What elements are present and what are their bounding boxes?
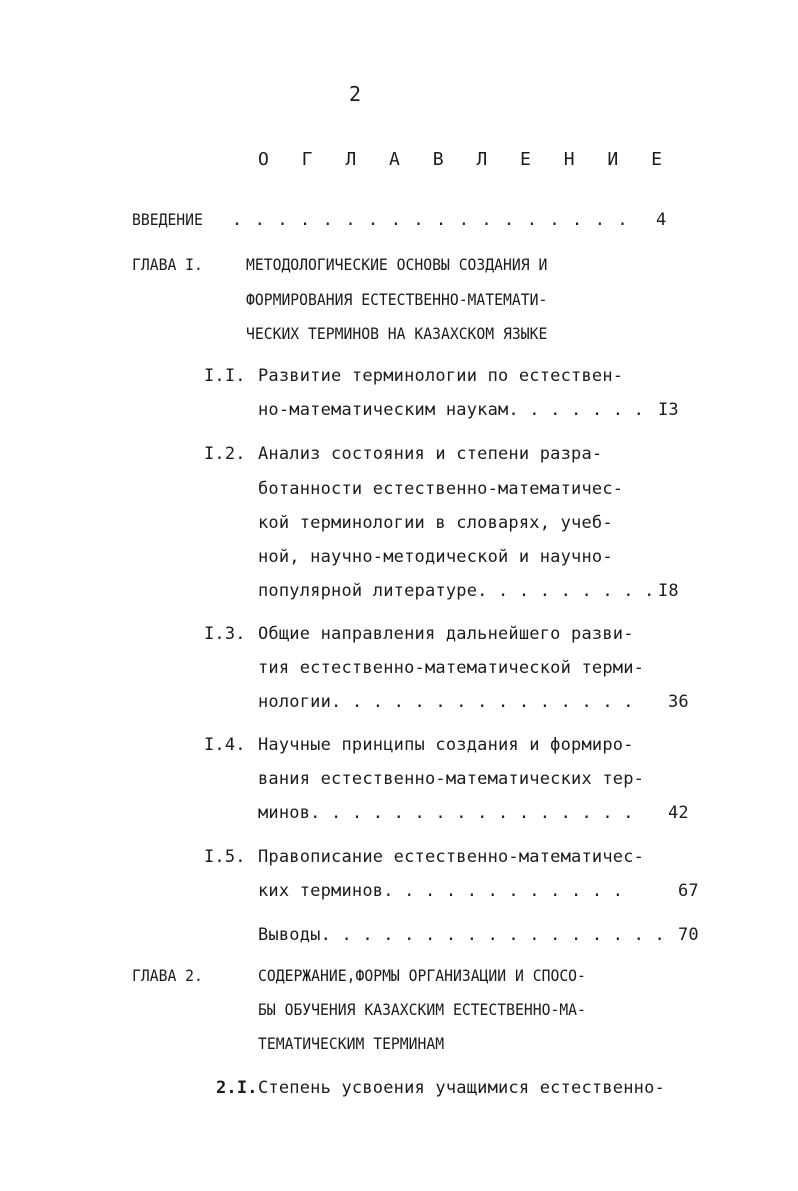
section-line: Анализ состояния и степени разра- [258, 444, 603, 464]
section-page: 67 [678, 881, 699, 901]
section-line: Общие направления дальнейшего разви- [258, 624, 634, 644]
conclusions-page: 70 [678, 925, 699, 945]
section-number: 2.I. [216, 1078, 258, 1098]
section-line: вания естественно-математических тер- [258, 769, 645, 789]
section-line: Развитие терминологии по естествен- [258, 366, 624, 386]
section-number: I.I. [204, 366, 246, 386]
section-line: ной, научно-методической и научно- [258, 547, 613, 567]
section-line: тия естественно-математической терми- [258, 658, 645, 678]
section-page: I8 [658, 581, 679, 601]
section-number: I.3. [204, 624, 246, 644]
chapter1-title-line: МЕТОДОЛОГИЧЕСКИЕ ОСНОВЫ СОЗДАНИЯ И [246, 255, 548, 274]
section-number: I.4. [204, 735, 246, 755]
section-number: I.5. [204, 847, 246, 867]
chapter2-title-line: ТЕМАТИЧЕСКИМ ТЕРМИНАМ [258, 1034, 445, 1053]
toc-title: О Г Л А В Л Е Н И Е [258, 149, 673, 170]
section-last-line: популярной литературе. . . . . . . . . [258, 581, 655, 601]
section-line: Правописание естественно-математичес- [258, 847, 645, 867]
conclusions-label: Выводы. . . . . . . . . . . . . . . . . [258, 925, 665, 945]
chapter1-label: ГЛАВА I. [132, 255, 203, 274]
chapter2-title-line: БЫ ОБУЧЕНИЯ КАЗАХСКИМ ЕСТЕСТВЕННО-МА- [258, 1000, 586, 1019]
section-page: I3 [658, 400, 679, 420]
section-number: I.2. [204, 444, 246, 464]
section-last-line: но-математическим наукам. . . . . . . [258, 400, 645, 420]
chapter2-title-line: СОДЕРЖАНИЕ,ФОРМЫ ОРГАНИЗАЦИИ И СПОСО- [258, 966, 586, 985]
toc-intro-label: ВВЕДЕНИЕ [132, 210, 203, 229]
section-line: Степень усвоения учащимися естественно- [258, 1078, 665, 1098]
chapter2-label: ГЛАВА 2. [132, 966, 203, 985]
section-last-line: нологии. . . . . . . . . . . . . . . [258, 692, 634, 712]
section-page: 36 [668, 692, 689, 712]
chapter1-title-line: ЧЕСКИХ ТЕРМИНОВ НА КАЗАХСКОМ ЯЗЫКЕ [246, 324, 548, 343]
section-last-line: минов. . . . . . . . . . . . . . . . [258, 803, 634, 823]
page-number: 2 [349, 82, 362, 106]
section-line: Научные принципы создания и формиро- [258, 735, 634, 755]
chapter1-title-line: ФОРМИРОВАНИЯ ЕСТЕСТВЕННО-МАТЕМАТИ- [246, 290, 548, 309]
section-last-line: ких терминов. . . . . . . . . . . . [258, 881, 624, 901]
toc-intro-dots: . . . . . . . . . . . . . . . . . . [232, 210, 629, 230]
toc-intro-page: 4 [656, 210, 667, 230]
section-line: кой терминологии в словарях, учеб- [258, 513, 613, 533]
section-line: ботанности естественно-математичес- [258, 479, 624, 499]
section-page: 42 [668, 803, 689, 823]
